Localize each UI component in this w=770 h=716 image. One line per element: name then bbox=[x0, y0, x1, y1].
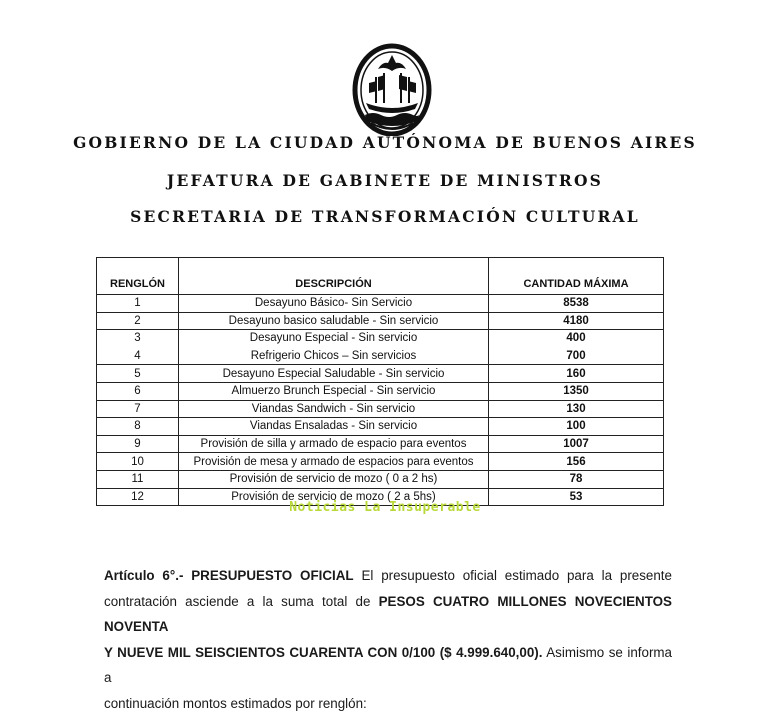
row-quantity: 1350 bbox=[489, 382, 664, 400]
table-row bbox=[97, 470, 664, 488]
row-description: Provisión de mesa y armado de espacios para eventos bbox=[179, 453, 489, 471]
government-title: GOBIERNO DE LA CIUDAD AUTÓNOMA DE BUENOS AIRES bbox=[0, 133, 770, 152]
row-number: 1 bbox=[97, 295, 179, 313]
row-quantity: 100 bbox=[489, 418, 664, 436]
row-description: Viandas Ensaladas - Sin servicio bbox=[179, 418, 489, 436]
row-number: 8 bbox=[97, 418, 179, 436]
article-line-1 bbox=[104, 563, 672, 589]
article-paragraph bbox=[104, 563, 672, 716]
watermark-text: Noticias La Insuperable bbox=[0, 500, 770, 515]
article-line-2 bbox=[104, 589, 672, 640]
secretariat-title: SECRETARIA DE TRANSFORMACIÓN CULTURAL bbox=[0, 207, 770, 226]
row-number: 4 bbox=[97, 347, 179, 365]
table-row bbox=[97, 312, 664, 330]
row-quantity: 78 bbox=[489, 470, 664, 488]
row-number: 10 bbox=[97, 453, 179, 471]
article-title: PRESUPUESTO OFICIAL bbox=[191, 568, 353, 583]
ministry-title: JEFATURA DE GABINETE DE MINISTROS bbox=[0, 171, 770, 190]
amount-words-a: PESOS CUATRO MILLONES NOVECIENTOS NOVENTA bbox=[104, 594, 672, 635]
article-label: Artículo 6°.- bbox=[104, 568, 183, 583]
row-quantity: 160 bbox=[489, 365, 664, 383]
article-text-3: Asimismo se informa a bbox=[104, 645, 672, 686]
row-quantity: 700 bbox=[489, 347, 664, 365]
table-header-row bbox=[97, 258, 664, 295]
row-quantity: 4180 bbox=[489, 312, 664, 330]
article-line-4: continuación montos estimados por renglón: bbox=[104, 691, 672, 716]
table-row bbox=[97, 418, 664, 436]
table-row bbox=[97, 400, 664, 418]
row-quantity: 130 bbox=[489, 400, 664, 418]
row-description: Provisión de silla y armado de espacio para eventos bbox=[179, 435, 489, 453]
row-number: 3 bbox=[97, 330, 179, 348]
table-row bbox=[97, 453, 664, 471]
row-description: Provisión de servicio de mozo ( 0 a 2 hs) bbox=[179, 470, 489, 488]
article-text-1: El presupuesto oficial estimado para la presente bbox=[361, 568, 672, 583]
header-renglon: RENGLÓN bbox=[97, 258, 179, 295]
row-quantity: 8538 bbox=[489, 295, 664, 313]
table-row bbox=[97, 435, 664, 453]
row-quantity: 400 bbox=[489, 330, 664, 348]
header-descripcion: DESCRIPCIÓN bbox=[179, 258, 489, 295]
table-row bbox=[97, 365, 664, 383]
row-description: Desayuno Especial Saludable - Sin servicio bbox=[179, 365, 489, 383]
row-number: 11 bbox=[97, 470, 179, 488]
row-description: Desayuno basico saludable - Sin servicio bbox=[179, 312, 489, 330]
amount-words-b: Y NUEVE MIL SEISCIENTOS CUARENTA CON 0/100 ($ 4.999.640,00). bbox=[104, 645, 542, 660]
row-number: 6 bbox=[97, 382, 179, 400]
row-number: 7 bbox=[97, 400, 179, 418]
header-cantidad: CANTIDAD MÁXIMA bbox=[489, 258, 664, 295]
row-quantity: 1007 bbox=[489, 435, 664, 453]
table-row bbox=[97, 382, 664, 400]
row-description: Provisión de servicio de mozo ( 2 a 5hs) bbox=[179, 488, 489, 506]
article-line-3 bbox=[104, 640, 672, 691]
row-number: 12 bbox=[97, 488, 179, 506]
article-text-2: contratación asciende a la suma total de bbox=[104, 594, 370, 609]
row-description: Viandas Sandwich - Sin servicio bbox=[179, 400, 489, 418]
row-description: Desayuno Básico- Sin Servicio bbox=[179, 295, 489, 313]
row-description: Desayuno Especial - Sin servicio bbox=[179, 330, 489, 348]
table-row bbox=[97, 295, 664, 313]
table-row bbox=[97, 330, 664, 348]
row-number: 9 bbox=[97, 435, 179, 453]
row-description: Almuerzo Brunch Especial - Sin servicio bbox=[179, 382, 489, 400]
row-number: 5 bbox=[97, 365, 179, 383]
row-description: Refrigerio Chicos – Sin servicios bbox=[179, 347, 489, 365]
row-number: 2 bbox=[97, 312, 179, 330]
row-quantity: 156 bbox=[489, 453, 664, 471]
city-coat-of-arms-icon bbox=[351, 43, 433, 136]
items-table bbox=[96, 257, 664, 506]
table-row bbox=[97, 347, 664, 365]
row-quantity: 53 bbox=[489, 488, 664, 506]
